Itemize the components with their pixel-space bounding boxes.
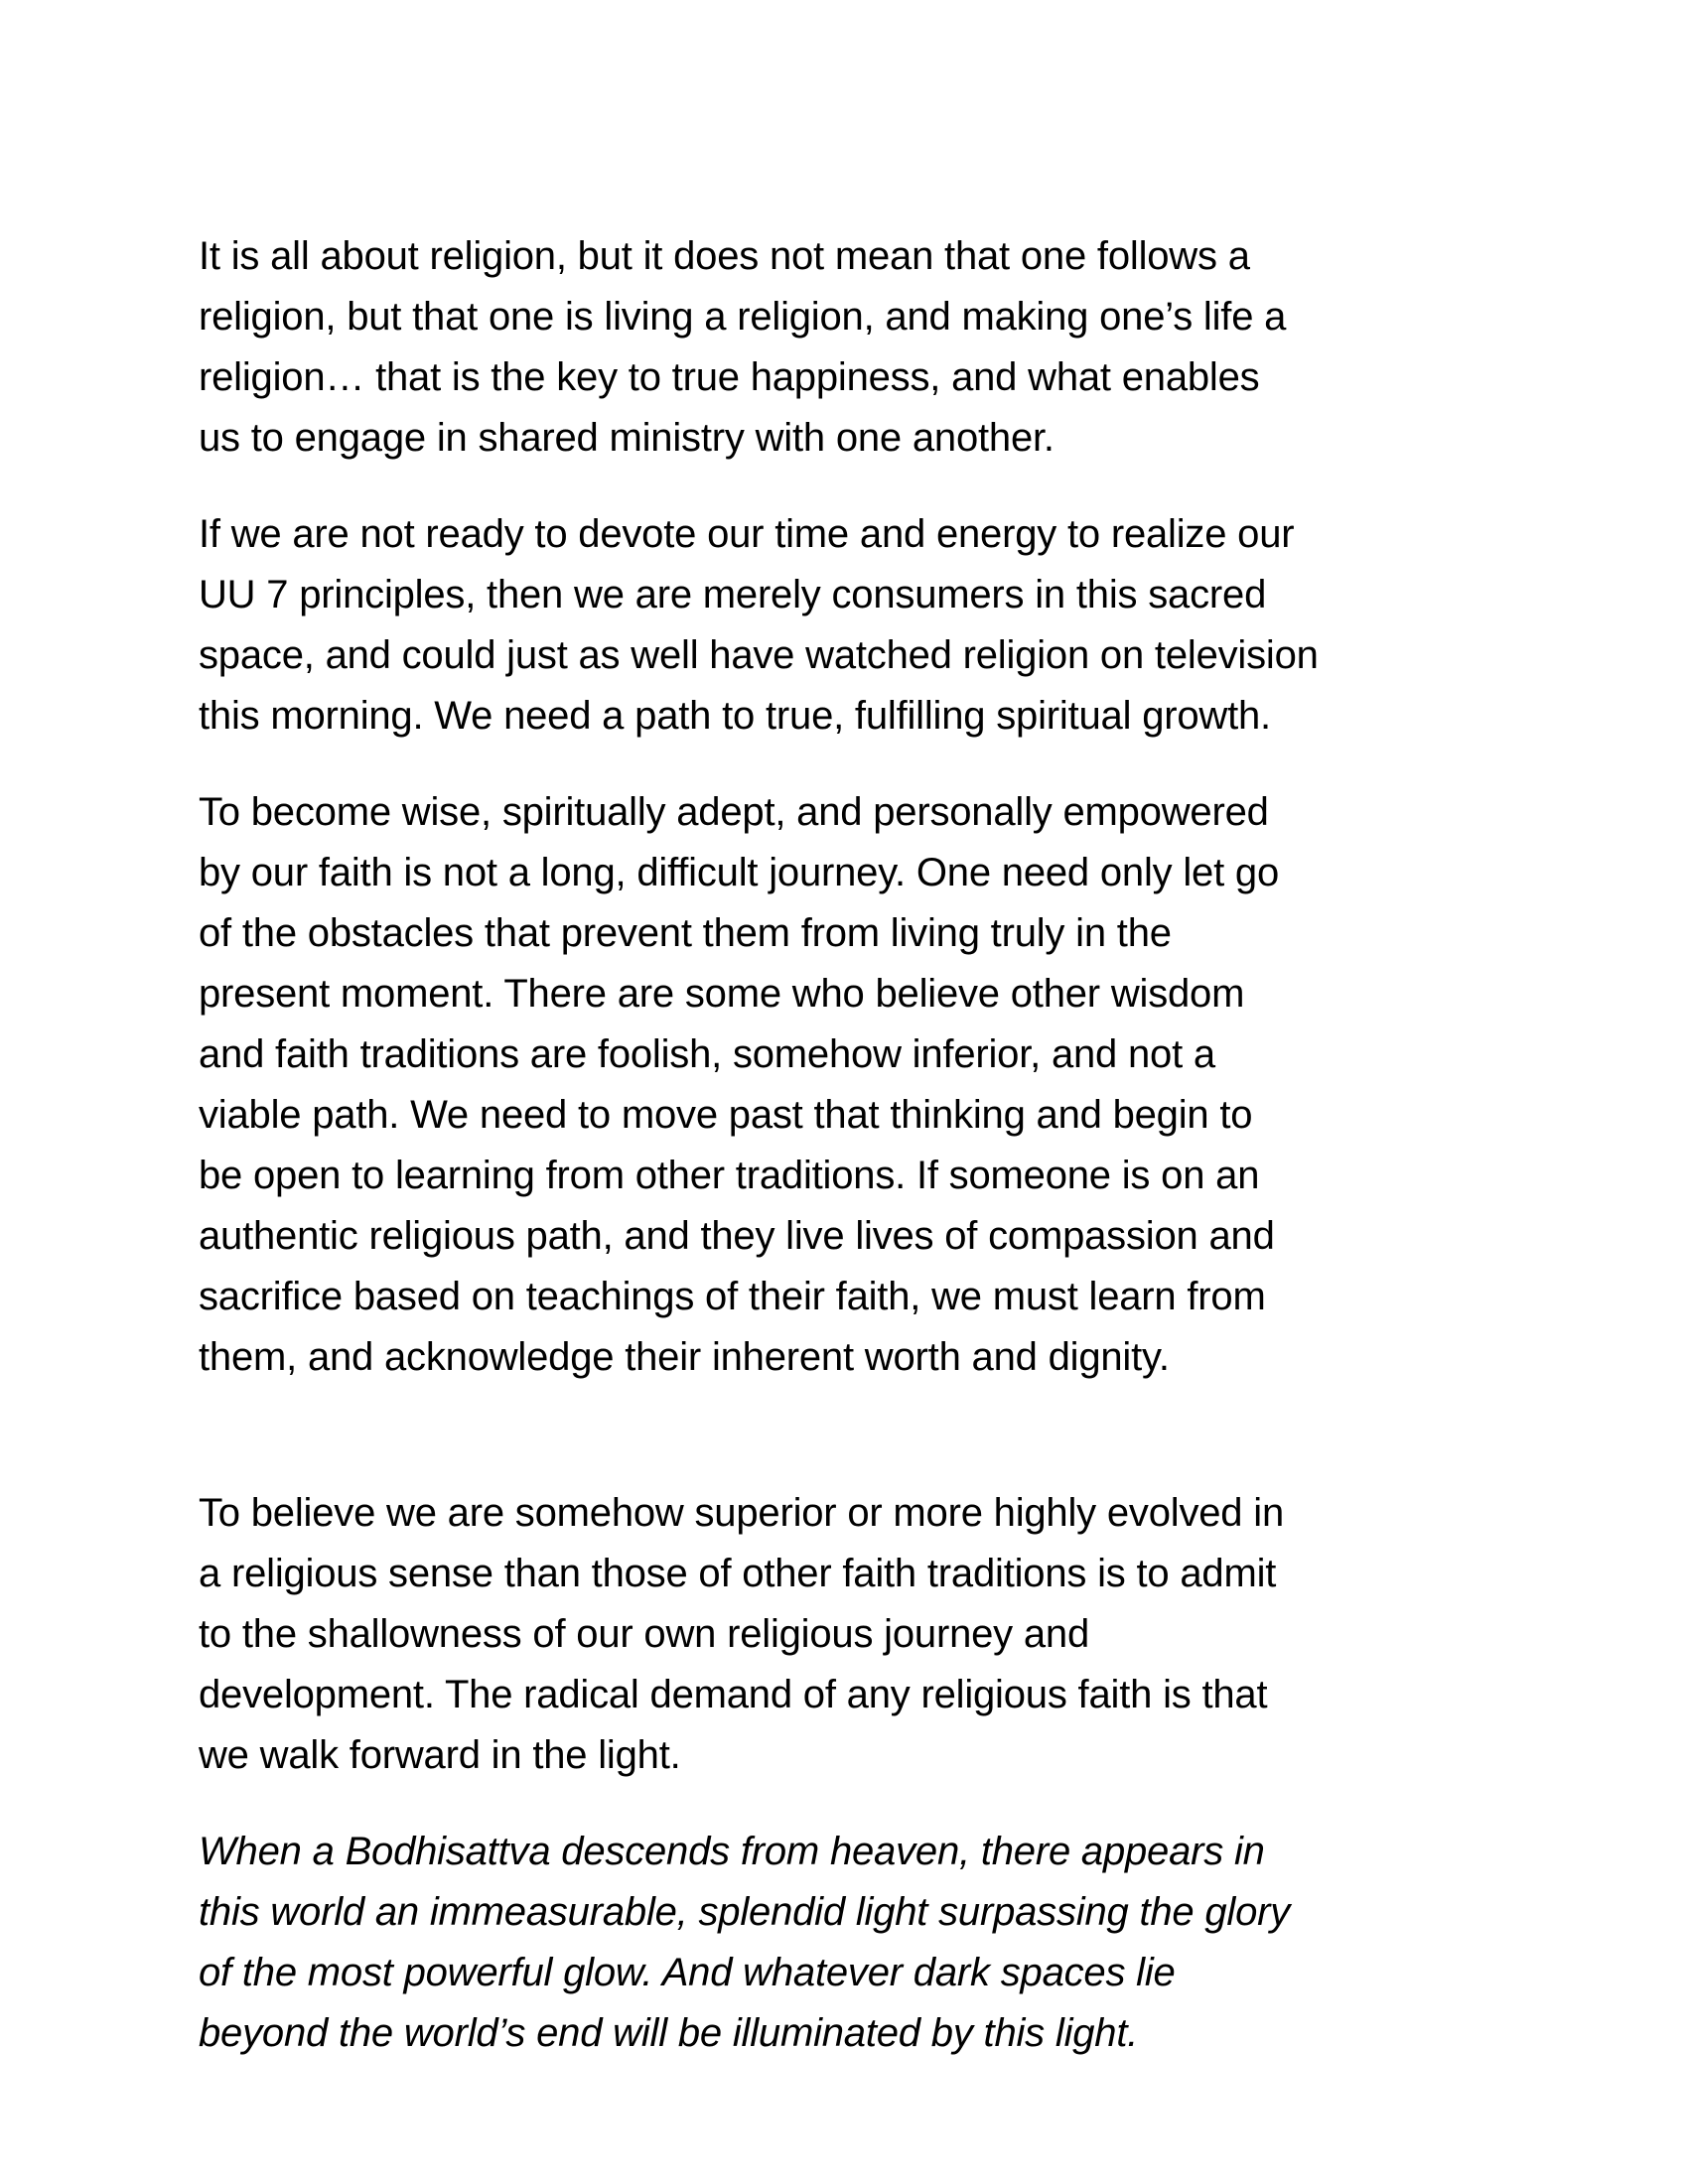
paragraph-spacing [199,469,1509,504]
text-line: It is all about religion, but it does not mean that one follows a [199,234,1250,278]
text-line: to the shallowness of our own religious journey and [199,1612,1090,1656]
text-line: sacrifice based on teachings of their faith, we must learn from [199,1275,1266,1318]
text-line: space, and could just as well have watched religion on television [199,633,1319,677]
text-line: a religious sense than those of other faith traditions is to admit [199,1552,1277,1595]
text-line: by our faith is not a long, difficult journey. One need only let go [199,851,1280,894]
text-line: them, and acknowledge their inherent worth and dignity. [199,1335,1170,1379]
text-line: UU 7 principles, then we are merely consumers in this sacred [199,573,1267,616]
text-line: religion, but that one is living a religion, and making one’s life a [199,295,1287,339]
quote-line: beyond the world’s end will be illuminated by this light. [199,2011,1139,2055]
text-line: viable path. We need to move past that thinking and begin to [199,1093,1253,1137]
text-line: this morning. We need a path to true, fulfilling spiritual growth. [199,694,1271,738]
quote-line: of the most powerful glow. And whatever dark spaces lie [199,1951,1176,1994]
text-line: To become wise, spiritually adept, and personally empowered [199,790,1269,834]
text-line: present moment. There are some who believe other wisdom [199,972,1245,1016]
paragraph-becoming-wise [199,782,1509,1388]
text-line: religion… that is the key to true happiness, and what enables [199,355,1260,399]
quote-line: When a Bodhisattva descends from heaven, there appears in [199,1830,1265,1873]
paragraph-spacing [199,747,1509,782]
text-line: we walk forward in the light. [199,1733,681,1777]
text-line: be open to learning from other traditions. If someone is on an [199,1154,1260,1197]
text-line: To believe we are somehow superior or more highly evolved in [199,1491,1285,1535]
text-line: and faith traditions are foolish, somehow inferior, and not a [199,1032,1215,1076]
paragraph-religion-living [199,226,1509,469]
paragraph-superiority [199,1483,1509,1786]
text-line: development. The radical demand of any religious faith is that [199,1673,1268,1716]
paragraph-uu-principles [199,504,1509,747]
text-line: authentic religious path, and they live lives of compassion and [199,1214,1275,1258]
text-line: us to engage in shared ministry with one another. [199,416,1055,460]
quotation-bodhisattva [199,1822,1509,2064]
quote-line: this world an immeasurable, splendid light surpassing the glory [199,1890,1291,1934]
document-page [199,226,1509,2064]
paragraph-spacing [199,1786,1509,1822]
text-line: of the obstacles that prevent them from living truly in the [199,911,1172,955]
text-line: If we are not ready to devote our time and energy to realize our [199,512,1295,556]
paragraph-spacing-large [199,1388,1509,1483]
